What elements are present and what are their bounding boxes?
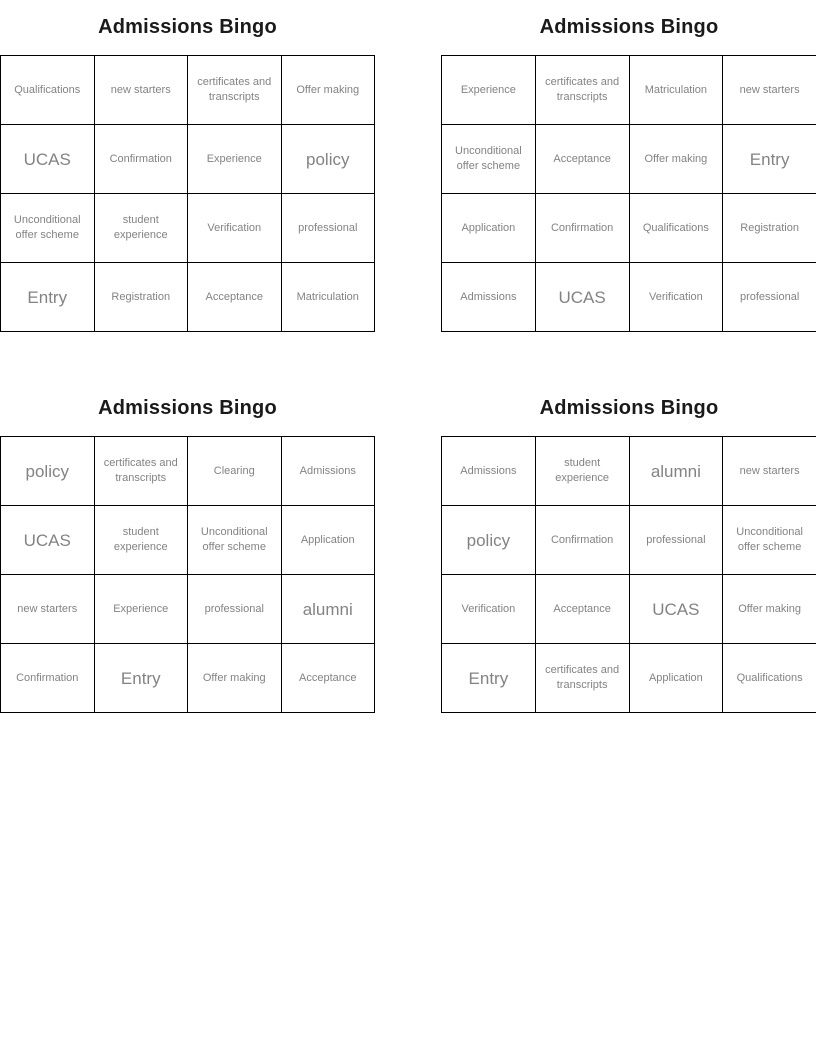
bingo-cell: UCAS bbox=[1, 506, 95, 575]
bingo-cell: Acceptance bbox=[535, 125, 629, 194]
bingo-grid bbox=[0, 436, 375, 713]
bingo-cell: professional bbox=[629, 506, 723, 575]
bingo-cell: Offer making bbox=[723, 575, 816, 644]
card-title: Admissions Bingo bbox=[539, 397, 719, 419]
bingo-cell: Admissions bbox=[281, 437, 375, 506]
bingo-cell: Registration bbox=[94, 263, 188, 332]
bingo-cell: Acceptance bbox=[535, 575, 629, 644]
bingo-cell: new starters bbox=[723, 437, 816, 506]
bingo-grid bbox=[0, 55, 375, 332]
bingo-cell: certificates and transcripts bbox=[535, 56, 629, 125]
bingo-cell: certificates and transcripts bbox=[535, 644, 629, 713]
bingo-cell: Qualifications bbox=[723, 644, 816, 713]
bingo-cell: Experience bbox=[94, 575, 188, 644]
bingo-cell: Offer making bbox=[281, 56, 375, 125]
bingo-cell: new starters bbox=[94, 56, 188, 125]
grid-row bbox=[1, 506, 375, 575]
bingo-cell: student experience bbox=[535, 437, 629, 506]
bingo-cell: alumni bbox=[281, 575, 375, 644]
bingo-cell: Application bbox=[281, 506, 375, 575]
bingo-cell: Unconditional offer scheme bbox=[1, 194, 95, 263]
bingo-cell: Application bbox=[442, 194, 536, 263]
bingo-cell: policy bbox=[442, 506, 536, 575]
grid-row bbox=[1, 575, 375, 644]
bingo-cell: Matriculation bbox=[629, 56, 723, 125]
grid-row bbox=[442, 644, 816, 713]
grid-row bbox=[442, 263, 816, 332]
bingo-cell: student experience bbox=[94, 194, 188, 263]
bingo-cell: new starters bbox=[1, 575, 95, 644]
bingo-cell: Clearing bbox=[188, 437, 282, 506]
bingo-cell: Experience bbox=[442, 56, 536, 125]
bingo-card-4 bbox=[441, 381, 816, 713]
bingo-grid bbox=[441, 436, 816, 713]
bingo-cell: Verification bbox=[188, 194, 282, 263]
bingo-card-2 bbox=[441, 0, 816, 332]
bingo-cell: professional bbox=[723, 263, 816, 332]
bingo-cell: Unconditional offer scheme bbox=[188, 506, 282, 575]
bingo-cell: Matriculation bbox=[281, 263, 375, 332]
grid-row bbox=[1, 125, 375, 194]
bingo-grid bbox=[441, 55, 816, 332]
grid-row bbox=[442, 437, 816, 506]
grid-row bbox=[442, 194, 816, 263]
bingo-cell: Confirmation bbox=[535, 194, 629, 263]
bingo-cell: Registration bbox=[723, 194, 816, 263]
bingo-cell: Acceptance bbox=[281, 644, 375, 713]
bingo-cell: Unconditional offer scheme bbox=[723, 506, 816, 575]
bingo-cell: policy bbox=[281, 125, 375, 194]
bingo-card-3 bbox=[0, 381, 375, 713]
bingo-cell: new starters bbox=[723, 56, 816, 125]
bingo-cell: Application bbox=[629, 644, 723, 713]
bingo-cell: alumni bbox=[629, 437, 723, 506]
bingo-cell: Offer making bbox=[629, 125, 723, 194]
bingo-cell: Confirmation bbox=[94, 125, 188, 194]
grid-row bbox=[1, 644, 375, 713]
grid-row bbox=[442, 575, 816, 644]
bingo-cell: Entry bbox=[723, 125, 816, 194]
bingo-card-1 bbox=[0, 0, 375, 332]
bingo-cell: certificates and transcripts bbox=[188, 56, 282, 125]
grid-row bbox=[442, 125, 816, 194]
bingo-cell: policy bbox=[1, 437, 95, 506]
card-title: Admissions Bingo bbox=[539, 16, 719, 38]
bingo-cell: professional bbox=[281, 194, 375, 263]
bingo-cell: Entry bbox=[442, 644, 536, 713]
grid-row bbox=[1, 194, 375, 263]
grid-row bbox=[442, 56, 816, 125]
bingo-cell: UCAS bbox=[535, 263, 629, 332]
grid-row bbox=[1, 56, 375, 125]
grid-row bbox=[1, 437, 375, 506]
bingo-cell: Entry bbox=[94, 644, 188, 713]
bingo-cell: Entry bbox=[1, 263, 95, 332]
bingo-cell: Confirmation bbox=[535, 506, 629, 575]
card-title: Admissions Bingo bbox=[98, 397, 277, 419]
bingo-cell: UCAS bbox=[629, 575, 723, 644]
bingo-cell: Offer making bbox=[188, 644, 282, 713]
bingo-cell: certificates and transcripts bbox=[94, 437, 188, 506]
bingo-cell: Admissions bbox=[442, 263, 536, 332]
bingo-cell: Confirmation bbox=[1, 644, 95, 713]
bingo-cell: professional bbox=[188, 575, 282, 644]
bingo-cell: Verification bbox=[629, 263, 723, 332]
grid-row bbox=[1, 263, 375, 332]
bingo-cell: Experience bbox=[188, 125, 282, 194]
bingo-cell: UCAS bbox=[1, 125, 95, 194]
bingo-cell: Acceptance bbox=[188, 263, 282, 332]
bingo-cell: Qualifications bbox=[629, 194, 723, 263]
bingo-cell: Verification bbox=[442, 575, 536, 644]
bingo-cell: Admissions bbox=[442, 437, 536, 506]
card-title: Admissions Bingo bbox=[98, 16, 277, 38]
bingo-cell: Qualifications bbox=[1, 56, 95, 125]
bingo-cell: Unconditional offer scheme bbox=[442, 125, 536, 194]
bingo-cell: student experience bbox=[94, 506, 188, 575]
grid-row bbox=[442, 506, 816, 575]
